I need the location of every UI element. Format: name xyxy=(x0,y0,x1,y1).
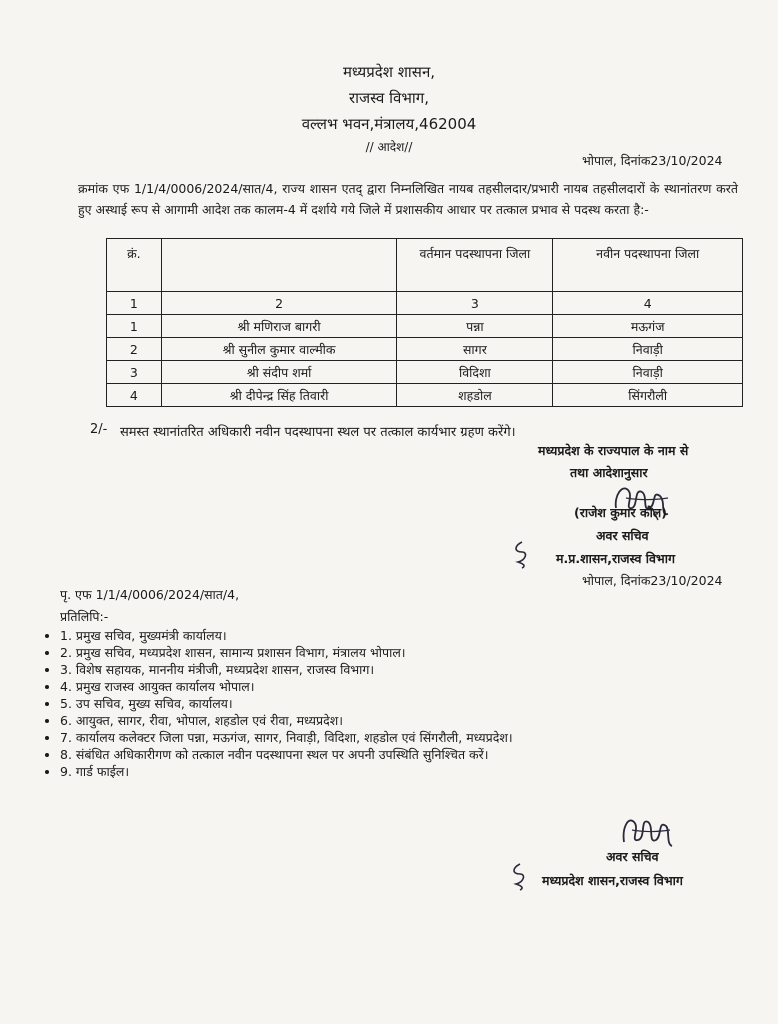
table-header-new: नवीन पदस्थापना जिला xyxy=(553,239,743,292)
table-cell-name: श्री संदीप शर्मा xyxy=(161,361,397,384)
table-cell-new: निवाड़ी xyxy=(553,361,743,384)
copy-label: प्रतिलिपि:- xyxy=(60,609,109,624)
copy-list xyxy=(60,627,513,780)
header-line-2: राजस्व विभाग, xyxy=(349,89,429,107)
list-item: • 9. गार्ड फाईल। xyxy=(60,763,513,780)
transfer-table xyxy=(106,238,743,407)
header-line-3: वल्लभ भवन,मंत्रालय,462004 xyxy=(301,115,477,133)
table-cell-sno: 4 xyxy=(107,384,162,407)
table-cell-current: सागर xyxy=(397,338,553,361)
list-item: • 1. प्रमुख सचिव, मुख्यमंत्री कार्यालय। xyxy=(60,627,513,644)
list-item: • 4. प्रमुख राजस्व आयुक्त कार्यालय भोपाल। xyxy=(60,678,513,695)
table-header-name xyxy=(161,239,397,292)
table-cell-name: श्री दीपेन्द्र सिंह तिवारी xyxy=(161,384,397,407)
endorsement-ref: पृ. एफ 1/1/4/0006/2024/सात/4, xyxy=(60,587,240,602)
table-cell-new: सिंगरौली xyxy=(553,384,743,407)
list-item: • 3. विशेष सहायक, माननीय मंत्रीजी, मध्यप्रदेश शासन, राजस्व विभाग। xyxy=(60,661,513,678)
table-cell: 2 xyxy=(161,292,397,315)
table-cell-sno: 1 xyxy=(107,315,162,338)
signatory-office: म.प्र.शासन,राजस्व विभाग xyxy=(556,551,675,566)
list-item: • 5. उप सचिव, मुख्य सचिव, कार्यालय। xyxy=(60,695,513,712)
list-item: • 6. आयुक्त, सागर, रीवा, भोपाल, शहडोल एवं रीवा, मध्यप्रदेश। xyxy=(60,712,513,729)
para-2-number: 2/- xyxy=(90,422,108,437)
table-row xyxy=(107,315,743,338)
table-cell-name: श्री मणिराज बागरी xyxy=(161,315,397,338)
table-row xyxy=(107,384,743,407)
list-item: • 2. प्रमुख सचिव, मध्यप्रदेश शासन, सामान्य प्रशासन विभाग, मंत्रालय भोपाल। xyxy=(60,644,513,661)
designation-2: अवर सचिव xyxy=(606,849,659,864)
table-header-current: वर्तमान पदस्थापना जिला xyxy=(397,239,553,292)
table-cell-sno: 3 xyxy=(107,361,162,384)
order-title: // आदेश// xyxy=(365,140,413,154)
table-cell-new: निवाड़ी xyxy=(553,338,743,361)
endorsement-date: भोपाल, दिनांक23/10/2024 xyxy=(582,573,723,588)
header-line-1: मध्यप्रदेश शासन, xyxy=(342,63,436,81)
initials-mark-2 xyxy=(508,862,530,892)
date-line: भोपाल, दिनांक23/10/2024 xyxy=(582,153,723,168)
table-row xyxy=(107,361,743,384)
list-item: • 7. कार्यालय कलेक्टर जिला पन्ना, मऊगंज, सागर, निवाड़ी, विदिशा, शहडोल एवं सिंगरौली, मध्यप्रदेश। xyxy=(60,729,513,746)
table-cell: 4 xyxy=(553,292,743,315)
list-item: • 8. संबंधित अधिकारीगण को तत्काल नवीन पदस्थापना स्थल पर अपनी उपस्थिति सुनिश्चित करें। xyxy=(60,746,513,763)
table-cell-current: पन्ना xyxy=(397,315,553,338)
table-cell-new: मऊगंज xyxy=(553,315,743,338)
initials-mark-1 xyxy=(510,540,532,570)
table-cell: 1 xyxy=(107,292,162,315)
signatory-designation: अवर सचिव xyxy=(596,528,649,543)
table-cell: 3 xyxy=(397,292,553,315)
table-cell-sno: 2 xyxy=(107,338,162,361)
by-order-line: तथा आदेशानुसार xyxy=(570,465,648,480)
table-header-sno: क्रं. xyxy=(107,239,162,292)
table-cell-name: श्री सुनील कुमार वाल्मीक xyxy=(161,338,397,361)
office-2: मध्यप्रदेश शासन,राजस्व विभाग xyxy=(542,873,683,888)
signatory-name: (राजेश कुमार कौल) xyxy=(574,505,667,520)
table-cell-current: शहडोल xyxy=(397,384,553,407)
para-2-text: समस्त स्थानांतरित अधिकारी नवीन पदस्थापना स्थल पर तत्काल कार्यभार ग्रहण करेंगे। xyxy=(120,425,516,440)
order-paragraph: क्रमांक एफ 1/1/4/0006/2024/सात/4, राज्य शासन एतद् द्वारा निम्नलिखित नायब तहसीलदार/प्रभारी नायब तहसीलदारों के स्थानांतरण करते हुए अस्थाई रूप से आगामी आदेश तक कालम-4 में दर्शाये गये जिले में प्रशासकीय आधार पर तत्काल प्रभाव से पदस्थ करता है:- xyxy=(78,181,738,217)
table-cell-current: विदिशा xyxy=(397,361,553,384)
table-index-row xyxy=(107,292,743,315)
table-row xyxy=(107,338,743,361)
governor-name-line: मध्यप्रदेश के राज्यपाल के नाम से xyxy=(538,443,689,458)
